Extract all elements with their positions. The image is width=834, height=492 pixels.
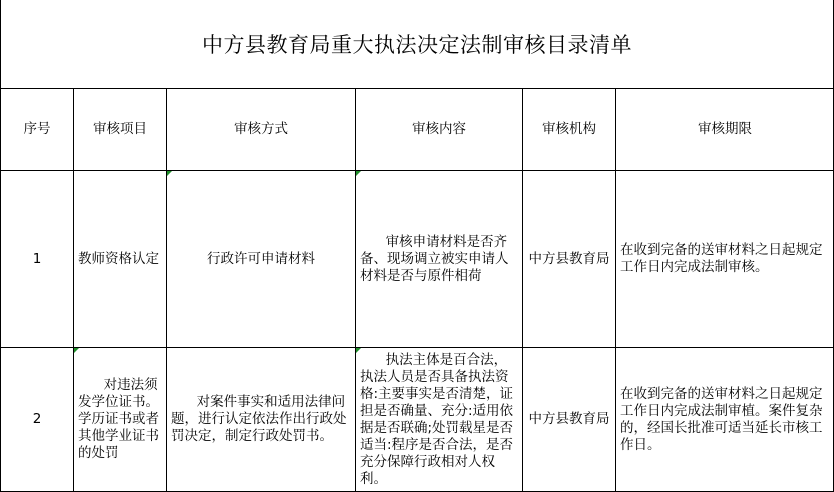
comment-marker-icon	[356, 171, 361, 176]
review-method-cell	[167, 171, 356, 348]
review-term-text: 在收到完备的送审材料之日起规定工作日内完成法制审植。案件复杂的，经国长批准可适当延长市核工作日。	[620, 386, 830, 454]
review-agency-cell: 中方县教育局	[523, 171, 616, 348]
table-row	[1, 171, 834, 348]
review-content-cell	[356, 171, 523, 348]
table-header-row	[1, 89, 834, 171]
review-content-cell	[356, 348, 523, 492]
review-item-text: 对违法须发学位证书。学历证书或者其他学业证书的处罚	[78, 377, 162, 462]
header-cell-item: 审核项目	[74, 89, 167, 171]
review-item-text: 教师资格认定	[78, 251, 162, 268]
review-item-cell	[74, 171, 167, 348]
review-agency-cell: 中方县教育局	[523, 348, 616, 492]
review-method-text: 对案件事实和适用法律问题，进行认定依法作出行政处罚决定，制定行政处罚书。	[171, 394, 351, 445]
header-cell-term: 审核期限	[616, 89, 834, 171]
review-term-cell	[616, 348, 834, 492]
document-title: 中方县教育局重大执法决定法制审核目录清单	[0, 0, 834, 88]
header-cell-method: 审核方式	[167, 89, 356, 171]
comment-marker-icon	[356, 348, 361, 353]
review-content-text: 审核申请材料是否齐备、现场调立被实申请人材料是否与原件相荷	[360, 234, 518, 285]
review-term-text: 在收到完备的送审材料之日起规定工作日内完成法制审核。	[620, 242, 830, 276]
review-table	[0, 88, 834, 492]
row-number-cell: 2	[1, 348, 74, 492]
review-method-text: 行政许可申请材料	[171, 251, 351, 268]
review-content-text: 执法主体是百合法，执法人员是否具备执法资格:主要事实是否清楚，证担是否确量、充分:适用依据是否联确;处罚载星是否适当:程序是否合法，是否充分保障行政相对人权利。	[360, 352, 518, 488]
header-cell-number: 序号	[1, 89, 74, 171]
table-row	[1, 348, 834, 492]
review-term-cell	[616, 171, 834, 348]
comment-marker-icon	[74, 348, 79, 353]
row-number-cell: 1	[1, 171, 74, 348]
review-item-cell	[74, 348, 167, 492]
review-method-cell	[167, 348, 356, 492]
header-cell-agency: 审核机构	[523, 89, 616, 171]
header-cell-content: 审核内容	[356, 89, 523, 171]
comment-marker-icon	[167, 171, 172, 176]
